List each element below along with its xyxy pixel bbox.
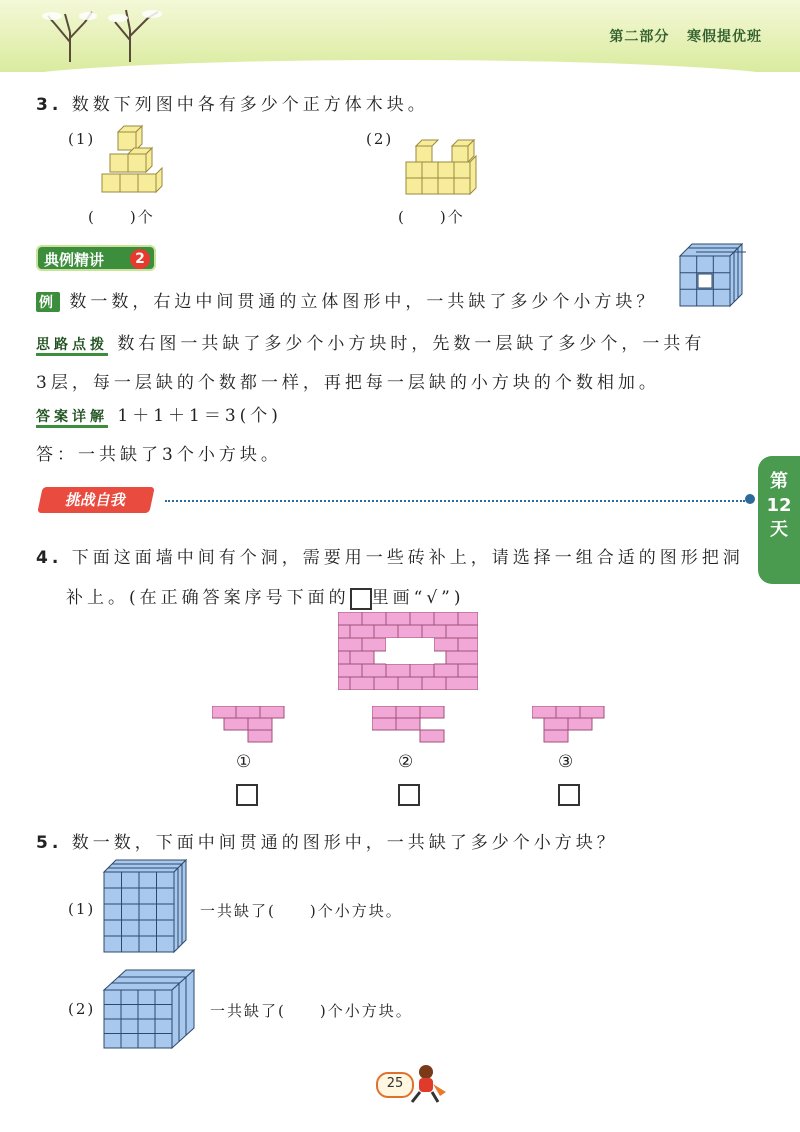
brick-option-3 xyxy=(532,706,608,746)
day-side-tab xyxy=(758,456,800,584)
hollow-prism-2 xyxy=(100,966,196,1050)
q3-text: 数数下列图中各有多少个正方体木块。 xyxy=(71,95,429,115)
side-tab-line-2: 12 xyxy=(766,495,792,516)
kid-mascot-icon xyxy=(404,1062,454,1104)
q3-sub1-label: (1) xyxy=(68,130,96,148)
example-hint xyxy=(36,325,705,402)
q3-sub2-answer[interactable]: ( )个 xyxy=(398,208,465,226)
q4-number: 4. xyxy=(36,548,63,568)
lesson-badge-number: 2 xyxy=(130,249,150,269)
q3-number: 3. xyxy=(36,95,63,115)
q4-line-2a: 补上。(在正确答案序号下面的 xyxy=(66,588,350,608)
q3-sub2-label: (2) xyxy=(366,130,394,148)
option-2-checkbox[interactable] xyxy=(398,784,420,806)
brick-option-1 xyxy=(212,706,288,746)
q5-sub1-text[interactable]: 一共缺了( )个小方块。 xyxy=(200,902,403,920)
hollow-prism-1 xyxy=(100,856,192,956)
q4-line-2b: 里画“√”) xyxy=(371,588,465,608)
cube-stack-2 xyxy=(400,138,490,198)
q3-prompt xyxy=(36,90,429,115)
lesson-badge-label: 典例精讲 xyxy=(44,251,105,269)
page-number: 25 xyxy=(376,1072,414,1098)
answer-formula: 1＋1＋1＝3(个) xyxy=(117,406,282,426)
challenge-label: 挑战自我 xyxy=(64,491,128,509)
q5-text: 数一数，下面中间贯通的图形中，一共缺了多少个小方块？ xyxy=(71,833,618,853)
side-tab-line-3: 天 xyxy=(770,519,788,540)
hint-label: 思路点拨 xyxy=(36,337,108,356)
q5-prompt xyxy=(36,828,618,853)
header-class-name: 寒假提优班 xyxy=(687,29,762,45)
tree-illustration xyxy=(30,2,180,64)
q5-sub1-label: (1) xyxy=(68,900,96,918)
header-title xyxy=(609,26,762,46)
divider-end-dot xyxy=(745,494,755,504)
q4-prompt xyxy=(36,538,756,618)
brick-option-2 xyxy=(372,706,448,746)
hint-line-2: 3层，每一层缺的个数都一样，再把每一层缺的小方块的个数相加。 xyxy=(36,373,660,393)
side-tab-line-1: 第 xyxy=(770,471,788,492)
example-text: 数一数，右边中间贯通的立体图形中，一共缺了多少个小方块？ xyxy=(69,292,658,312)
q5-sub2-text[interactable]: 一共缺了( )个小方块。 xyxy=(210,1002,413,1020)
hint-line-1: 数右图一共缺了多少个小方块时，先数一层缺了多少个，一共有 xyxy=(117,334,706,354)
option-3-label: ③ xyxy=(558,752,578,772)
challenge-badge xyxy=(37,487,155,513)
option-2-label: ② xyxy=(398,752,418,772)
q4-line-1: 下面这面墙中间有个洞，需要用一些砖补上，请选择一组合适的图形把洞 xyxy=(71,548,744,568)
q5-sub2-label: (2) xyxy=(68,1000,96,1018)
example-question xyxy=(36,287,657,312)
example-tag: 例 xyxy=(36,292,60,312)
answer-label: 答案详解 xyxy=(36,409,108,428)
option-3-checkbox[interactable] xyxy=(558,784,580,806)
lesson-badge xyxy=(36,245,156,271)
cube-stack-1 xyxy=(100,124,170,198)
option-1-checkbox[interactable] xyxy=(236,784,258,806)
section-divider xyxy=(165,500,745,502)
q5-number: 5. xyxy=(36,833,63,853)
hollow-cube-example xyxy=(676,240,746,310)
header-section: 第二部分 xyxy=(609,29,670,45)
option-1-label: ① xyxy=(236,752,256,772)
answer-text: 答：一共缺了3个小方块。 xyxy=(36,445,282,465)
q3-sub1-answer[interactable]: ( )个 xyxy=(88,208,155,226)
inline-box-icon xyxy=(350,588,372,610)
brick-wall xyxy=(338,612,478,690)
example-answer xyxy=(36,401,282,426)
